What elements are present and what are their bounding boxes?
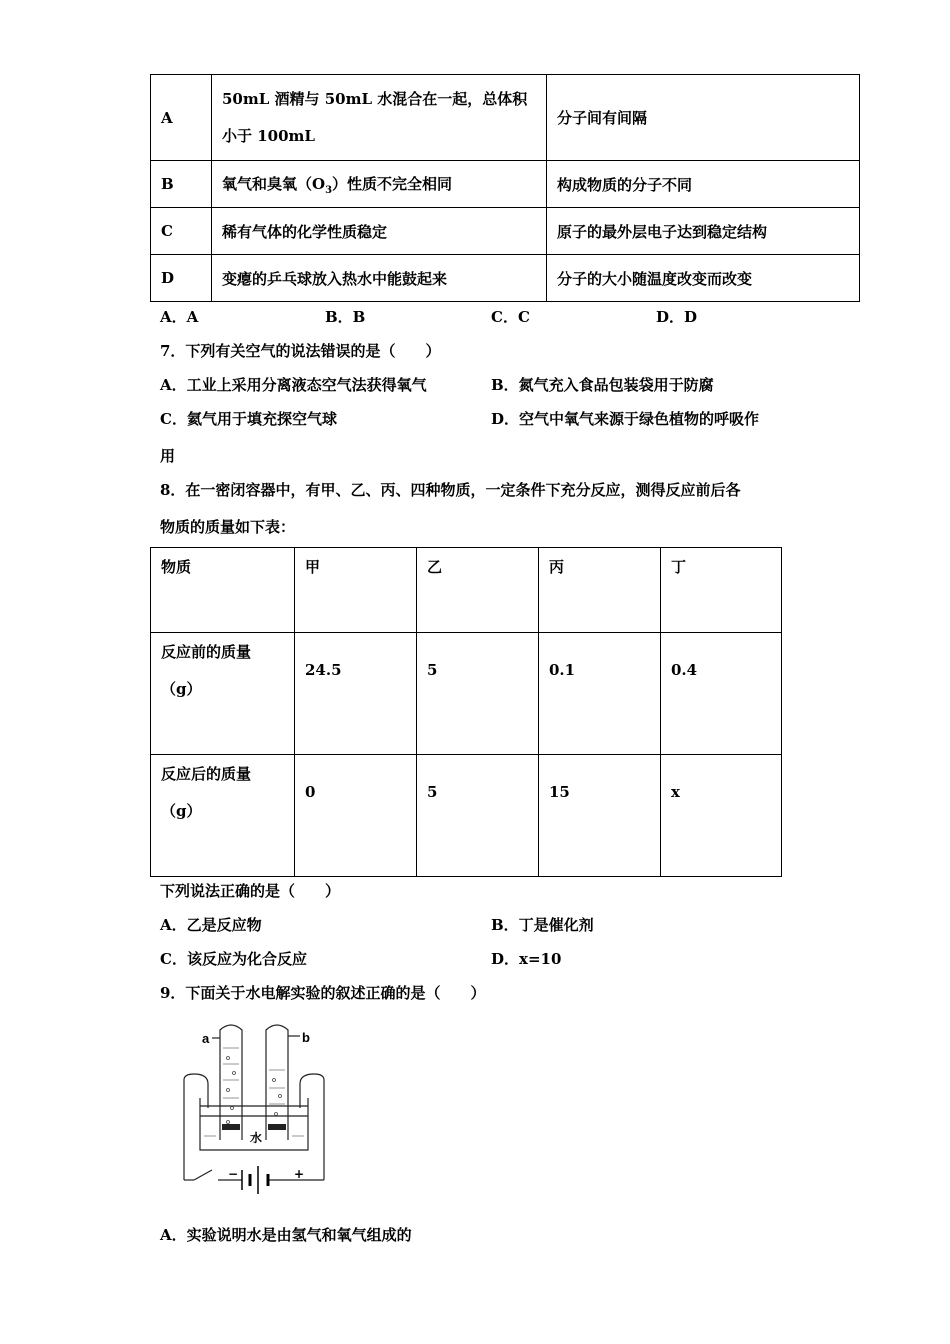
label-a: a	[202, 1031, 210, 1046]
option-b: B．B	[325, 308, 366, 326]
electrode-right	[268, 1124, 286, 1130]
explanation-cell: 分子间有间隔	[547, 75, 860, 161]
value-cell: 0.1	[539, 633, 661, 755]
fact-text: ）性质不完全相同	[332, 174, 453, 193]
q8-option-a: A．乙是反应物	[160, 916, 262, 934]
label-b: b	[302, 1030, 310, 1045]
label-minus: −	[228, 1167, 239, 1181]
q8-option-c: C．该反应为化合反应	[160, 950, 307, 968]
mass-table	[150, 547, 782, 877]
wire-left	[184, 1074, 208, 1180]
header-cell: 丙	[539, 548, 661, 633]
q7-option-a: A．工业上采用分离液态空气法获得氧气	[160, 376, 427, 394]
value-cell: 15	[539, 755, 661, 877]
row-label: B	[151, 161, 212, 208]
electrolysis-diagram	[178, 1018, 338, 1210]
header-cell: 丁	[661, 548, 782, 633]
fact-line: 小于 100mL	[222, 126, 315, 145]
explanation-cell: 构成物质的分子不同	[547, 161, 860, 208]
row-label: C	[151, 208, 212, 255]
value-cell: 0.4	[661, 633, 782, 755]
row-label-unit: （g）	[161, 680, 202, 698]
option-c: C．C	[491, 308, 530, 326]
q7-stem: 7．下列有关空气的说法错误的是（ ）	[160, 342, 441, 360]
row-label-line: 反应前的质量	[161, 643, 252, 661]
header-cell: 甲	[295, 548, 417, 633]
value-cell: 5	[417, 633, 539, 755]
fact-text: 氧气和臭氧（O	[222, 174, 326, 193]
option-a: A．A	[160, 308, 199, 326]
option-d: D．D	[656, 308, 698, 326]
q7-option-d-wrap: 用	[160, 447, 176, 465]
q8-stem-line2: 物质的质量如下表：	[160, 518, 296, 536]
fact-cell: 变瘪的乒乓球放入热水中能鼓起来	[212, 255, 547, 302]
q9-option-a: A．实验说明水是由氢气和氧气组成的	[160, 1226, 412, 1244]
row-label-cell	[151, 755, 295, 877]
q8-stem-line1: 8．在一密闭容器中，有甲、乙、丙、四种物质，一定条件下充分反应，测得反应前后各	[160, 481, 741, 499]
row-label: D	[151, 255, 212, 302]
wire-right	[300, 1074, 324, 1180]
q7-option-c: C．氦气用于填充探空气球	[160, 410, 337, 428]
value-cell: x	[661, 755, 782, 877]
fact-cell: 稀有气体的化学性质稳定	[212, 208, 547, 255]
switch	[194, 1170, 212, 1180]
value-cell: 5	[417, 755, 539, 877]
fact-cell	[212, 75, 547, 161]
fact-line: 50mL 酒精与 50mL 水混合在一起，总体积	[222, 89, 528, 108]
reason-table	[150, 74, 860, 302]
test-tube-b	[266, 1025, 288, 1140]
explanation-cell: 原子的最外层电子达到稳定结构	[547, 208, 860, 255]
value-cell: 24.5	[295, 633, 417, 755]
q7-option-b: B．氮气充入食品包装袋用于防腐	[491, 376, 714, 394]
header-cell: 物质	[151, 548, 295, 633]
explanation-cell: 分子的大小随温度改变而改变	[547, 255, 860, 302]
label-water: 水	[250, 1131, 263, 1145]
electrode-left	[222, 1124, 240, 1130]
test-tube-a	[220, 1025, 242, 1140]
row-label-line: 反应后的质量	[161, 765, 252, 783]
row-label-cell	[151, 633, 295, 755]
water-hatching	[204, 1048, 304, 1136]
subscript: 3	[325, 184, 333, 196]
value-cell: 0	[295, 755, 417, 877]
label-plus: +	[294, 1167, 305, 1181]
row-label: A	[151, 75, 212, 161]
fact-cell	[212, 161, 547, 208]
q7-option-d: D．空气中氧气来源于绿色植物的呼吸作	[491, 410, 760, 428]
q9-stem: 9．下面关于水电解实验的叙述正确的是（ ）	[160, 984, 486, 1002]
bubbles	[227, 1057, 284, 1130]
header-cell: 乙	[417, 548, 539, 633]
q8-prompt: 下列说法正确的是（ ）	[160, 882, 341, 900]
q8-option-b: B．丁是催化剂	[491, 916, 594, 934]
q8-option-d: D．x=10	[491, 950, 562, 968]
row-label-unit: （g）	[161, 802, 202, 820]
